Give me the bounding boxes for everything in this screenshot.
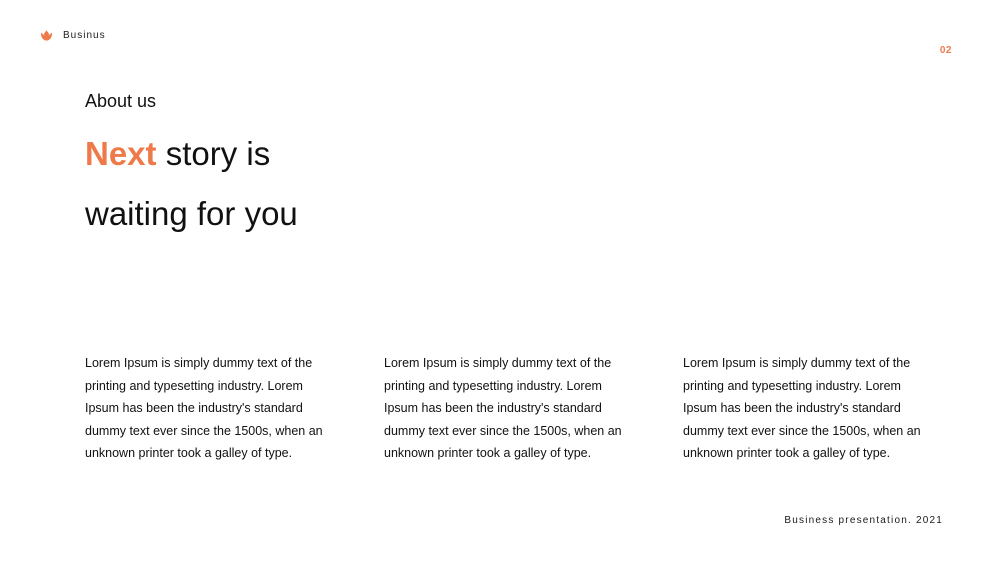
text-column-3: Lorem Ipsum is simply dummy text of the printing and typesetting industry. Lorem Ipsum has been the industry's standard dummy text ever since the 1500s, when an unknown printer took a galley of type.	[683, 356, 921, 460]
footer-caption: Business presentation. 2021	[784, 515, 943, 526]
tulip-logo-icon	[39, 28, 54, 43]
brand	[39, 28, 106, 43]
headline-rest: story is waiting for you	[85, 135, 298, 232]
page-number: 02	[939, 45, 952, 56]
text-column-2: Lorem Ipsum is simply dummy text of the printing and typesetting industry. Lorem Ipsum has been the industry's standard dummy text ever since the 1500s, when an unknown printer took a galley of type.	[384, 356, 622, 460]
text-column-1: Lorem Ipsum is simply dummy text of the printing and typesetting industry. Lorem Ipsum has been the industry's standard dummy text ever since the 1500s, when an unknown printer took a galley of type.	[85, 356, 323, 460]
brand-name: Businus	[63, 30, 106, 41]
headline-accent: Next	[85, 135, 157, 172]
section-label: About us	[85, 91, 157, 111]
headline	[85, 124, 345, 244]
